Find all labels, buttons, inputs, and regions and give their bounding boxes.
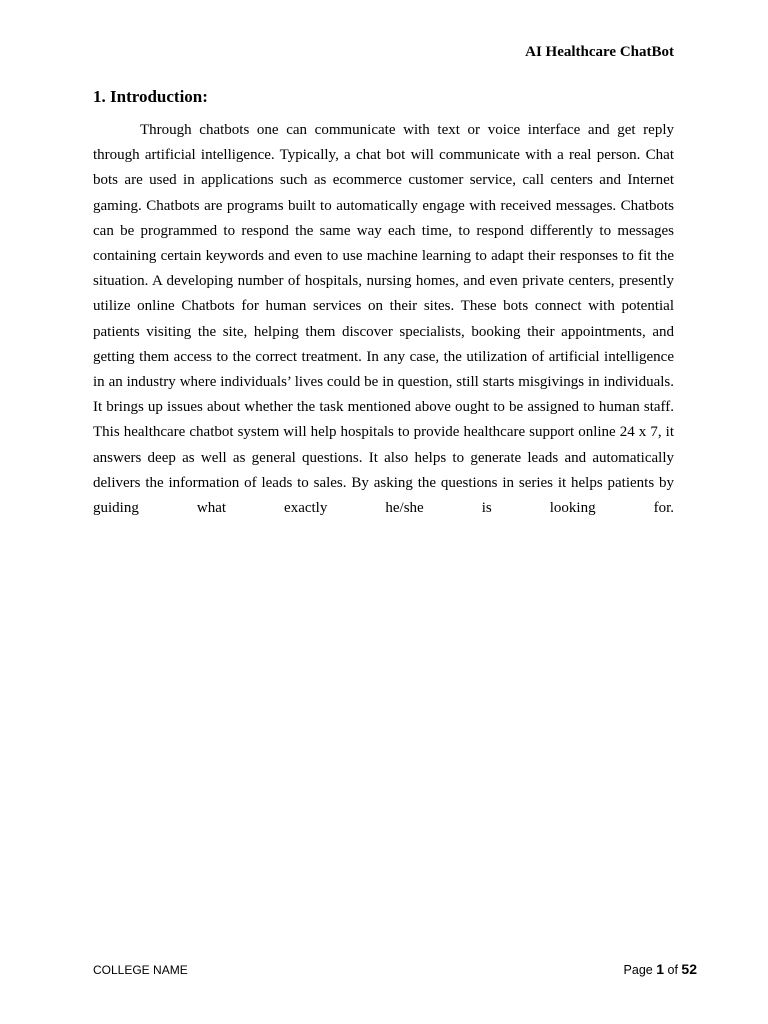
footer-page-number (624, 961, 697, 977)
running-header-title: AI Healthcare ChatBot (525, 44, 674, 60)
section-heading: 1. Introduction: (93, 87, 208, 106)
of-word: of (667, 963, 678, 977)
footer-college-name: COLLEGE NAME (93, 963, 188, 977)
page-word: Page (623, 963, 653, 977)
current-page: 1 (656, 961, 665, 977)
total-pages: 52 (681, 961, 697, 977)
body-paragraph: Through chatbots one can communicate with text or voice interface and get reply through artificial intelligence. Typically, a chat bot will communicate with a real person. Chat bots are used in applications such as ecommerce customer service, call centers and Internet gaming. Chatbots are programs built to automatically engage with received messages. Chatbots can be programmed to respond the same way each time, to respond differently to messages containing certain keywords and even to use machine learning to adapt their responses to fit the situation. A developing number of hospitals, nursing homes, and even private centers, presently utilize online Chatbots for human services on their sites. These bots connect with potential patients visiting the site, helping them discover specialists, booking their appointments, and getting them access to the correct treatment. In any case, the utilization of artificial intelligence in an industry where individuals’ lives could be in question, still starts misgivings in individuals. It brings up issues about whether the task mentioned above ought to be assigned to human staff. This healthcare chatbot system will help hospitals to provide healthcare support online 24 x 7, it answers deep as well as general questions. It also helps to generate leads and automatically delivers the information of leads to sales. By asking the questions in series it helps patients by guiding what exactly he/she is looking for. (93, 122, 674, 517)
